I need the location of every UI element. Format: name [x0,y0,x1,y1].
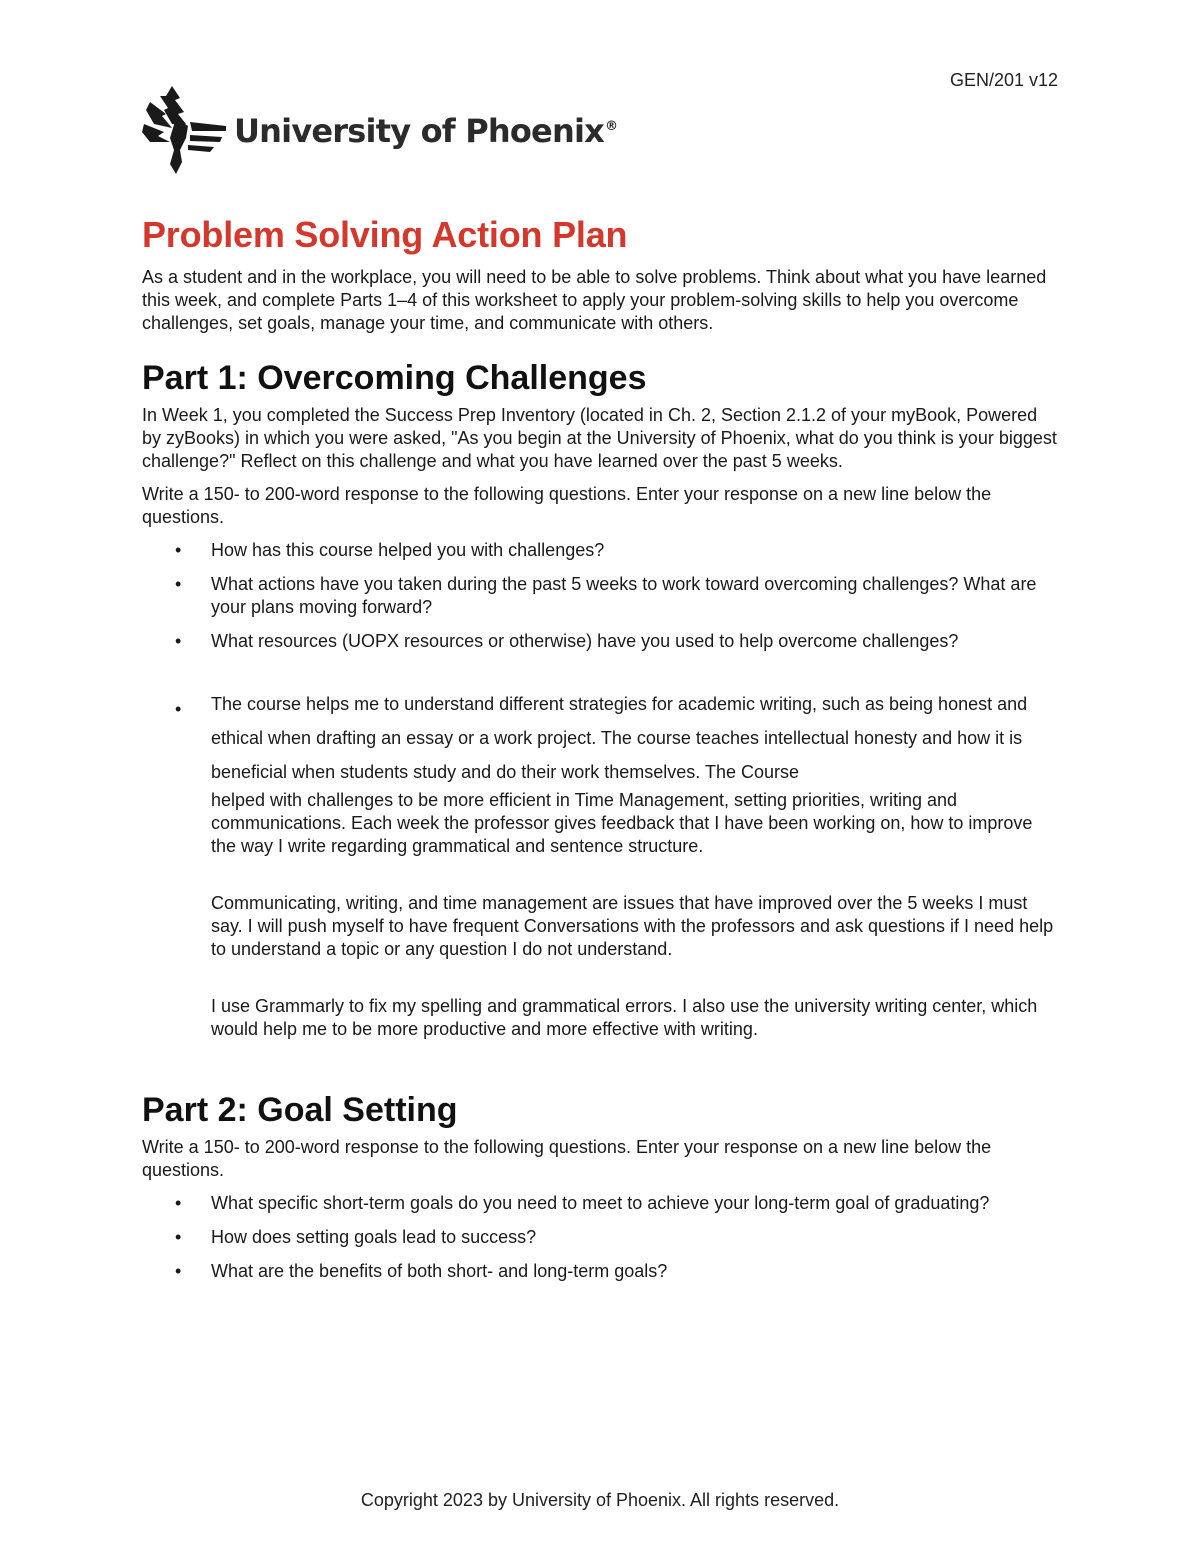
response-paragraph: I use Grammarly to fix my spelling and grammatical errors. I also use the university writing center, which would help me to be more productive and more effective with writing. [211,996,1038,1039]
list-item: • What actions have you taken during the past 5 weeks to work toward overcoming challenges? What are your plans moving forward? [175,574,1037,617]
logo-text: University of Phoenix® [234,112,618,150]
part2-question-list [142,1192,1060,1283]
bullet-icon: • [175,1227,182,1247]
response-text: The course helps me to understand different strategies for academic writing, such as being honest and ethical when drafting an essay or a work project. The course teaches intellectual honesty and how it is beneficial when students study and do their work themselves. The Course [211,694,1028,782]
list-item: • What are the benefits of both short- and long-term goals? [175,1261,668,1281]
bullet-icon: • [175,540,182,560]
part1-instructions: Write a 150- to 200-word response to the following questions. Enter your response on a new line below the questions. [142,484,992,527]
university-logo [142,84,617,176]
part1-heading: Part 1: Overcoming Challenges [142,359,647,397]
part1-paragraph: In Week 1, you completed the Success Prep Inventory (located in Ch. 2, Section 2.1.2 of your myBook, Powered by zyBooks) in which you were asked, "As you begin at the University of Phoenix, what do you think is your biggest challenge?" Reflect on this challenge and what you have learned over the past 5 weeks. [142,405,1057,471]
part1-question-list [142,539,1060,653]
copyright-footer: Copyright 2023 by University of Phoenix. All rights reserved. [360,1490,840,1510]
bullet-icon: • [175,631,182,651]
page-title: Problem Solving Action Plan [142,214,628,255]
document-body [142,214,1060,1294]
response-text-continued: helped with challenges to be more efficient in Time Management, setting priorities, writing and communications. Each week the professor gives feedback that I have been working on, how to improve the way I write regarding grammatical and sentence structure. [211,790,1033,856]
part1-response [142,687,1060,858]
list-item: • How does setting goals lead to success? [175,1227,537,1247]
list-item: • What resources (UOPX resources or otherwise) have you used to help overcome challenges? [175,631,959,651]
response-item [142,687,1060,858]
course-code: GEN/201 v12 [949,70,1058,90]
intro-paragraph: As a student and in the workplace, you will need to be able to solve problems. Think about what you have learned this week, and complete Parts 1–4 of this worksheet to apply your problem-solving skills to help you overcome challenges, set goals, manage your time, and communicate with others. [142,267,1047,333]
phoenix-bird-icon [142,84,228,176]
bullet-icon: • [175,699,182,719]
list-item: • What specific short-term goals do you need to meet to achieve your long-term goal of graduating? [175,1193,990,1213]
response-paragraph: Communicating, writing, and time management are issues that have improved over the 5 weeks I must say. I will push myself to have frequent Conversations with the professors and ask questions if I need help to understand a topic or any question I do not understand. [211,893,1054,959]
part2-heading: Part 2: Goal Setting [142,1091,458,1129]
part2-instructions: Write a 150- to 200-word response to the following questions. Enter your response on a new line below the questions. [142,1137,992,1180]
bullet-icon: • [175,1261,182,1281]
bullet-icon: • [175,1193,182,1213]
list-item: • How has this course helped you with challenges? [175,540,605,560]
bullet-icon: • [175,574,182,594]
